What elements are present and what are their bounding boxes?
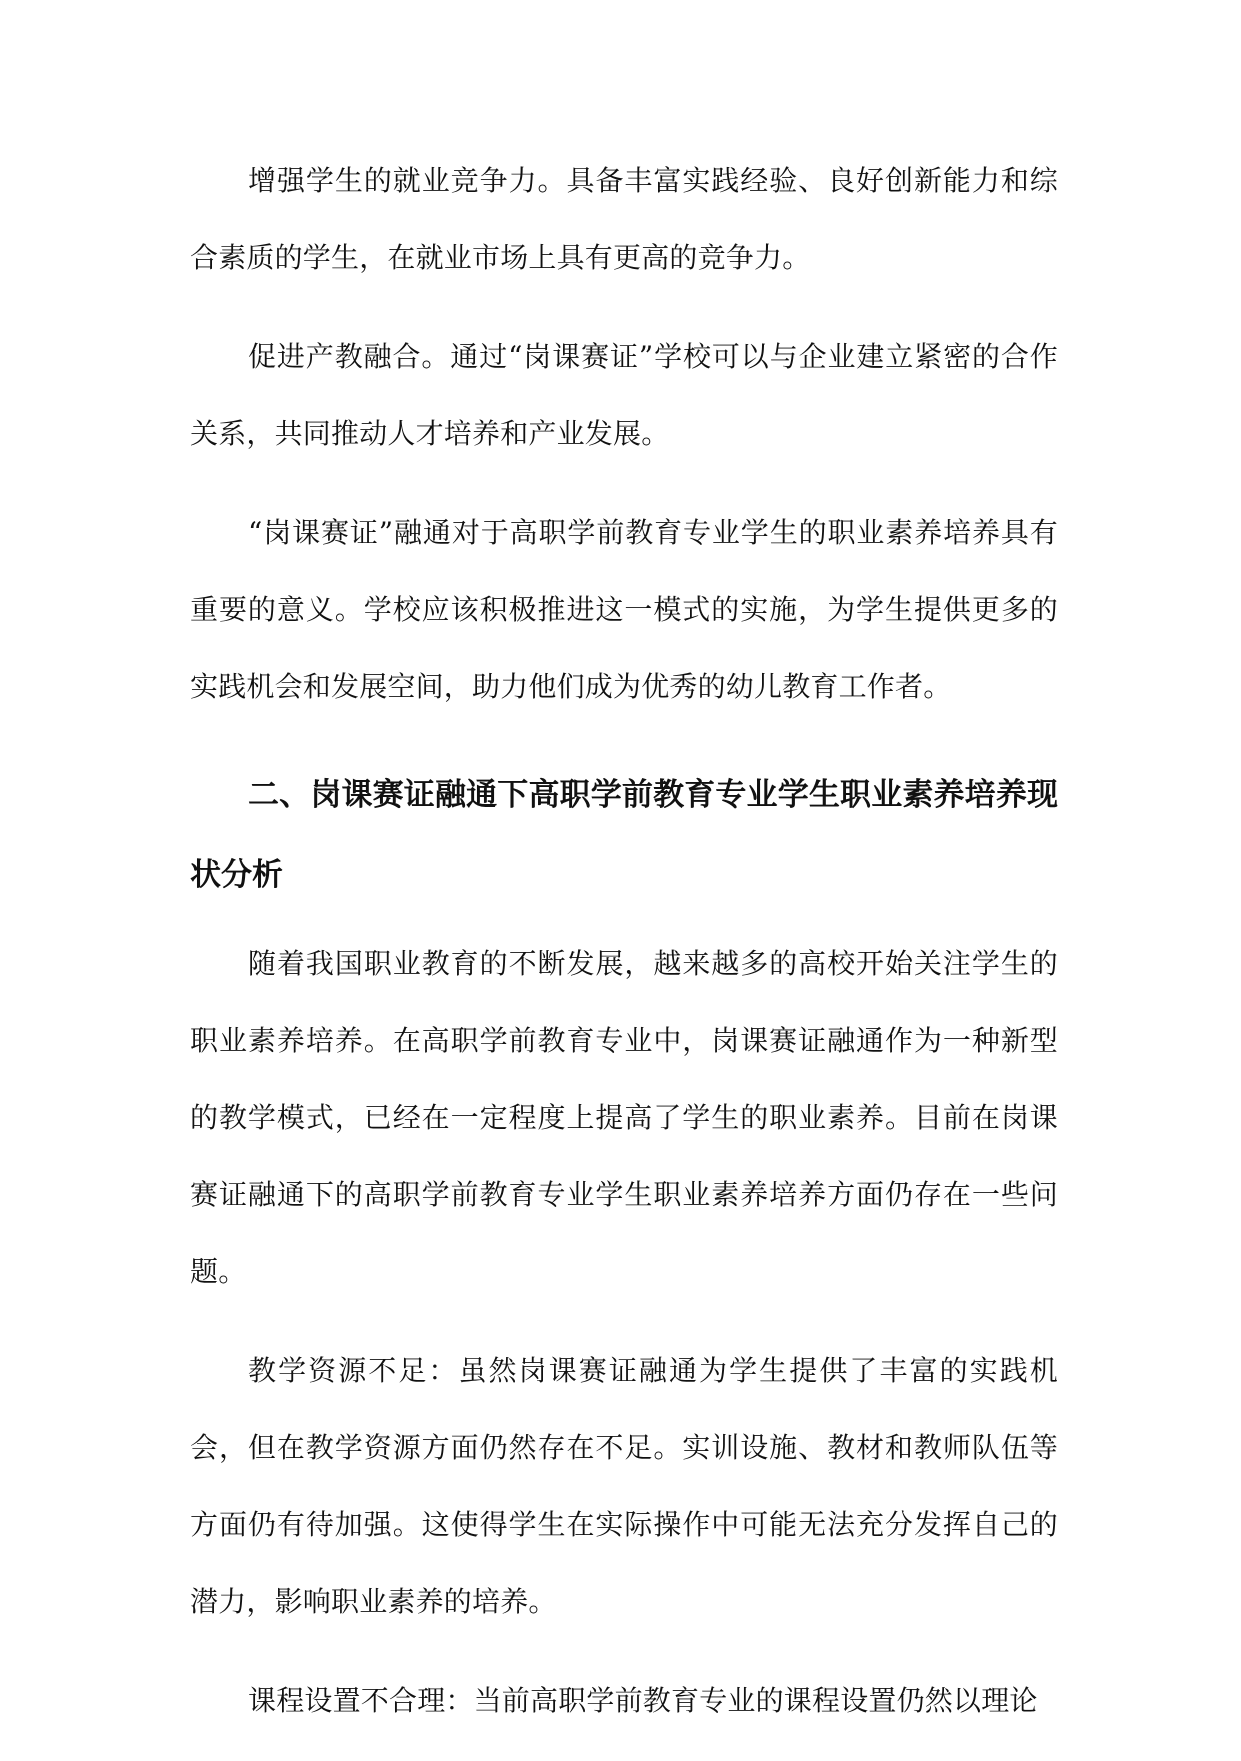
paragraph-industry-education-integration: 促进产教融合。通过“岗课赛证”学校可以与企业建立紧密的合作关系，共同推动人才培养和产业发展。 bbox=[190, 340, 1058, 450]
paragraph-significance-summary: “岗课赛证”融通对于高职学前教育专业学生的职业素养培养具有重要的意义。学校应该积极推进这一模式的实施，为学生提供更多的实践机会和发展空间，助力他们成为优秀的幼儿教育工作者。 bbox=[190, 516, 1058, 703]
paragraph-unreasonable-curriculum: 课程设置不合理：当前高职学前教育专业的课程设置仍然以理论 bbox=[248, 1684, 1038, 1717]
paragraph-current-status-intro: 随着我国职业教育的不断发展，越来越多的高校开始关注学生的职业素养培养。在高职学前教育专业中，岗课赛证融通作为一种新型的教学模式，已经在一定程度上提高了学生的职业素养。目前在岗课赛证融通下的高职学前教育专业学生职业素养培养方面仍存在一些问题。 bbox=[190, 947, 1058, 1288]
document-body bbox=[190, 142, 1058, 1761]
paragraph-insufficient-resources: 教学资源不足：虽然岗课赛证融通为学生提供了丰富的实践机会，但在教学资源方面仍然存在不足。实训设施、教材和教师队伍等方面仍有待加强。这使得学生在实际操作中可能无法充分发挥自己的潜力，影响职业素养的培养。 bbox=[190, 1354, 1058, 1618]
paragraph-employment-competitiveness: 增强学生的就业竞争力。具备丰富实践经验、良好创新能力和综合素质的学生，在就业市场上具有更高的竞争力。 bbox=[190, 164, 1058, 274]
section-heading: 二、岗课赛证融通下高职学前教育专业学生职业素养培养现状分析 bbox=[190, 777, 1058, 893]
